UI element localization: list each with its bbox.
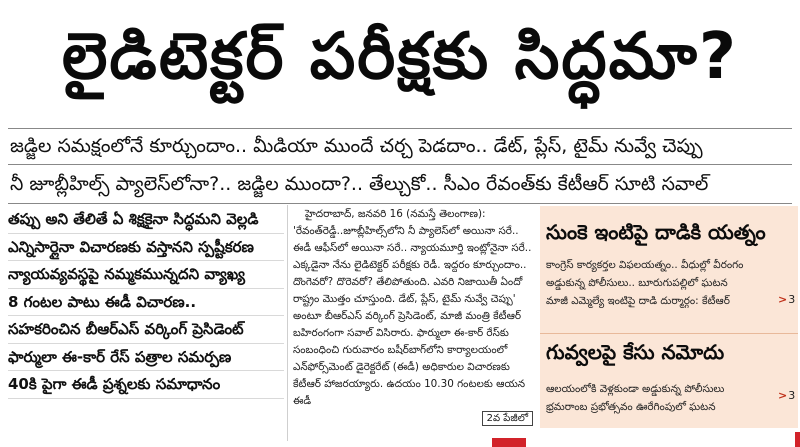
main-headline: లైడిటెక్టర్ పరీక్షకు సిద్ధమా? [62, 19, 738, 94]
highlight-item: న్యాయవ్యవస్థపై నమ్మకమున్నదని వ్యాఖ్య [8, 261, 284, 289]
subheadline-line-1: జడ్జిల సమక్షంలోనే కూర్చుందాం.. మీడియా ముందే చర్చ పెడదాం.. డేట్, ప్లేస్, టైమ్ నువ్వే చెప్పు [10, 135, 703, 157]
highlight-item: ఫార్ములా ఈ-కార్ రేస్ పత్రాల సమర్పణ [8, 344, 284, 372]
column-divider [287, 205, 288, 441]
highlight-item: 40కి పైగా ఈడీ ప్రశ్నలకు సమాధానం [8, 371, 284, 399]
story-body [293, 206, 533, 441]
red-edge-mark [795, 432, 800, 447]
subheadline-line-2: నీ జూబ్లీహిల్స్ ప్యాలెస్‌లోనా?.. జడ్జిల ముందా?.. తేల్చుకో.. సీఎం రేవంత్‌కు కేటీఆర్ సూటి సవాల్ [10, 173, 709, 195]
related-summary-line: మాజీ ఎమ్మెల్యే ఇంటిపై దాడి దుర్మార్గం: కేటీఆర్ [546, 295, 730, 307]
highlight-item: తప్పు అని తేలితే ఏ శిక్షకైనా సిద్ధమని వెల్లడి [8, 206, 284, 234]
red-accent-bar [492, 438, 526, 447]
related-headline-2: గువ్వలపై కేసు నమోదు [546, 340, 725, 364]
page-reference[interactable] [778, 389, 795, 402]
continued-on-page-link[interactable]: 2వ పేజీలో [482, 411, 533, 426]
related-summary-line: అడ్డుకున్న పోలీసులు.. బూరుగుపల్లిలో ఘటన [546, 277, 728, 289]
highlights-list [8, 206, 284, 399]
story-text: 'రేవంత్‌రెడ్డీ..జూబ్లీహిల్స్‌లోని నీ ప్యాలెస్‌లో అయినా సరే.. ఈడీ ఆఫీస్‌లో అయినా సరే.. న్యాయమూర్తి ఇంట్లోనైనా సరే.. ఎక్కడైనా నేను లైడిటెక్టర్ పరీక్షకు రెడీ. ఇద్దరం కూర్చుందాం.. దొంగెవరో? దొరెవరో? తేలిపోతుంది. ఎవరి నిజాయితీ ఏందో రాష్ట్రం మొత్తం చూస్తుంది. డేట్, ప్లేస్, టైమ్ నువ్వే చెప్పు' అంటూ బీఆర్ఎస్ వర్కింగ్ ప్రెసిడెంట్, మాజీ మంత్రి కేటీఆర్ బహిరంగంగా సవాల్ విసిరారు. ఫార్ములా ఈ-కార్ రేస్‌కు సంబంధించి గురువారం బషీర్‌బాగ్‌లోని కార్యాలయంలో ఎన్‌ఫోర్స్‌మెంట్ డైరెక్టరేట్ (ఈడీ) అధికారుల విచారణకు కేటీఆర్ హాజరయ్యారు. ఉదయం 10.30 గంటలకు ఆయన ఈడీ [293, 225, 532, 407]
arrow-icon: > [778, 293, 788, 306]
page-reference-number: 3 [788, 293, 796, 306]
page-reference[interactable] [778, 293, 795, 306]
arrow-icon: > [778, 389, 788, 402]
page-reference-number: 3 [788, 389, 796, 402]
related-headline-1: సుంకె ఇంటిపై దాడికి యత్నం [546, 220, 766, 244]
related-summary-line: ఆలయంలోకి వెళ్లకుండా అడ్డుకున్న పోలీసులు [546, 383, 725, 395]
related-news-box [540, 206, 798, 428]
highlight-item: సహకరించిన బీఆర్ఎస్ వర్కింగ్ ప్రెసిడెంట్ [8, 316, 284, 344]
story-dateline: హైదరాబాద్, జనవరి 16 (నమస్తే తెలంగాణ): [305, 208, 486, 220]
related-summary-line: భ్రమరాంబ ప్రభోత్సవం ఊరేగింపులో ఘటన [546, 401, 716, 413]
highlight-item: 8 గంటల పాటు ఈడీ విచారణ.. [8, 289, 284, 317]
divider [8, 203, 792, 204]
related-summary-line: కాంగ్రెస్ కార్యకర్తల విఫలయత్నం.. వీధుల్లో వీరంగం [546, 259, 744, 271]
divider [8, 164, 792, 165]
highlight-item: ఎన్నిసార్లైనా విచారణకు వస్తానని స్పష్టీకరణ [8, 234, 284, 262]
box-divider [540, 333, 798, 334]
